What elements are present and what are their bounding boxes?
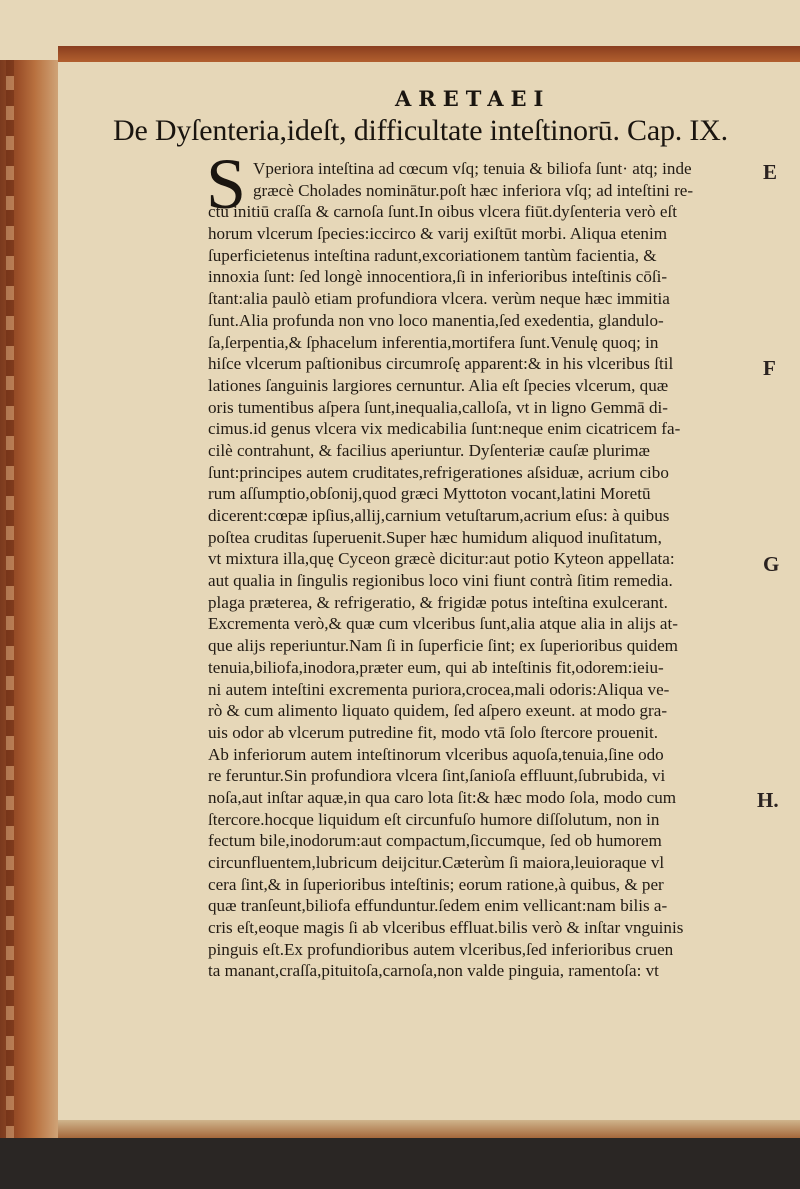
body-text <box>208 158 763 982</box>
text-line: pinguis eſt.Ex profundioribus autem vlceribus,ſed inferioribus cruen <box>208 939 674 959</box>
text-line: oris tumentibus aſpera ſunt,inequalia,calloſa, vt in ligno Gemmā di- <box>208 397 668 417</box>
text-line: dicerent:cœpæ ipſius,allij,carnium vetuſtarum,acrium eſus: à quibus <box>208 506 670 525</box>
margin-letter-f: F <box>763 356 776 380</box>
text-line: horum vlcerum ſpecies:iccirco & varij exiſtūt morbi. Aliqua etenim <box>208 224 668 244</box>
text-line: que alijs reperiuntur.Nam ſi in ſuperficie ſint; ex ſuperioribus quidem <box>208 636 678 656</box>
text-line: re feruntur.Sin profundiora vlcera ſint,ſanioſa effluunt,ſubrubida, vi <box>208 766 666 786</box>
page-edge-left <box>0 60 58 1140</box>
page-edge-bottom <box>58 1120 800 1138</box>
text-line: vt mixtura illa,quę Cyceon græcè dicitur:aut potio Kyteon appellata: <box>208 549 675 569</box>
text-line: ſtercore.hocque liquidum eſt circunfuſo humore diſſolutum, non in <box>208 809 660 829</box>
text-line: ſunt:principes autem cruditates,refrigerationes aſsiduæ, acrium cibo <box>208 462 669 482</box>
text-line: ta manant,craſſa,pituitoſa,carnoſa,non valde pinguia, ramentoſa: vt <box>208 961 659 981</box>
text-line: ſtant:alia paulò etiam profundiora vlcera. verùm neque hæc immitia <box>208 289 670 309</box>
text-line: uis odor ab vlcerum putredine fit, modo vtā ſolo ſtercore prouenit. <box>208 722 659 742</box>
scan-border-bottom <box>0 1138 800 1189</box>
text-line: aut qualia in ſingulis regionibus loco vini fiunt contrà ſitim remedia. <box>208 571 673 591</box>
text-line: Ab inferiorum autem inteſtinorum vlceribus aquoſa,tenuia,ſine odo <box>208 744 664 764</box>
text-line: ni autem inteſtini excrementa puriora,crocea,mali odoris:Aliqua ve- <box>208 679 670 699</box>
text-line: ſuperficietenus inteſtina radunt,excoriationem tantùm facientia, & <box>208 245 657 265</box>
text-line: quæ tranſeunt,biliofa effunduntur.ſedem enim vellicant:nam bilis a- <box>208 896 668 916</box>
text-line: plaga præterea, & refrigeratio, & frigidæ potus inteſtina exulcerant. <box>208 592 668 612</box>
chapter-title: De Dyſenteria,ideſt, difficultate inteſtinorū. Cap. IX. <box>113 114 728 147</box>
text-line: tenuia,biliofa,inodora,præter eum, qui ab inteſtinis fit,odorem:ieiu- <box>208 657 664 677</box>
text-line: innoxia ſunt: ſed longè innocentiora,ſi in inferioribus inteſtinis cōſi- <box>208 267 668 287</box>
running-head: ARETAEI <box>395 86 551 111</box>
text-line: rum aſſumptio,obſonij,quod græci Myttoton vocant,latini Moretū <box>208 484 651 504</box>
text-line: Excrementa verò,& quæ cum vlceribus ſunt,alia atque alia in alijs at- <box>208 614 678 634</box>
margin-letter-g: G <box>763 552 780 576</box>
text-line: cimus.id genus vlcera vix medicabilia ſunt:neque enim cicatricem fa- <box>208 419 681 439</box>
text-line: cilè contrahunt, & facilius aperiuntur. Dyſenteriæ cauſæ plurimæ <box>208 440 650 460</box>
text-line: fectum bile,inodorum:aut compactum,ſiccumque, ſed ob humorem <box>208 831 662 851</box>
text-line: noſa,aut inſtar aquæ,in qua caro lota ſit:& hæc modo ſola, modo cum <box>208 787 677 807</box>
text-line: Vperiora inteſtina ad cœcum vſq; tenuia & biliofa ſunt· atq; inde <box>253 159 692 178</box>
text-line: hiſce vlcerum paſtionibus circumroſę apparent:& in his vlceribus ſtil <box>208 354 674 374</box>
text-line: ctū initiū craſſa & carnoſa ſunt.In oibus vlcera fiūt.dyſenteria verò eſt <box>208 202 677 222</box>
text-line: cera ſint,& in ſuperioribus inteſtinis; eorum ratione,à quibus, & per <box>208 874 664 894</box>
text-line: ſa,ſerpentia,& ſphacelum inferentia,mortifera ſunt.Venulę quoq; in <box>208 332 659 352</box>
text-line: poſtea cruditas ſuperuenit.Super hæc humidum aliquod inuſitatum, <box>208 527 662 547</box>
text-line: ſunt.Alia profunda non vno loco manentia,ſed exedentia, glandulo- <box>208 310 664 330</box>
text-line: circunfluentem,lubricum deijcitur.Cæterùm ſi maiora,leuioraque vl <box>208 853 665 872</box>
drop-cap: S <box>206 144 247 224</box>
text-line: rò & cum alimento liquato quidem, ſed aſpero exeunt. at modo gra- <box>208 701 668 721</box>
text-line: græcè Cholades nominātur.poſt hæc inferiora vſq; ad inteſtini re- <box>253 180 694 200</box>
margin-letter-e: E <box>763 160 778 184</box>
text-line: cris eſt,eoque magis ſi ab vlceribus effluat.bilis verò & inſtar vnguinis <box>208 918 684 938</box>
text-line: lationes ſanguinis largiores cernuntur. Alia eſt ſpecies vlcerum, quæ <box>208 375 669 395</box>
page-edge-top <box>58 46 800 62</box>
margin-letter-h: H. <box>757 788 779 812</box>
